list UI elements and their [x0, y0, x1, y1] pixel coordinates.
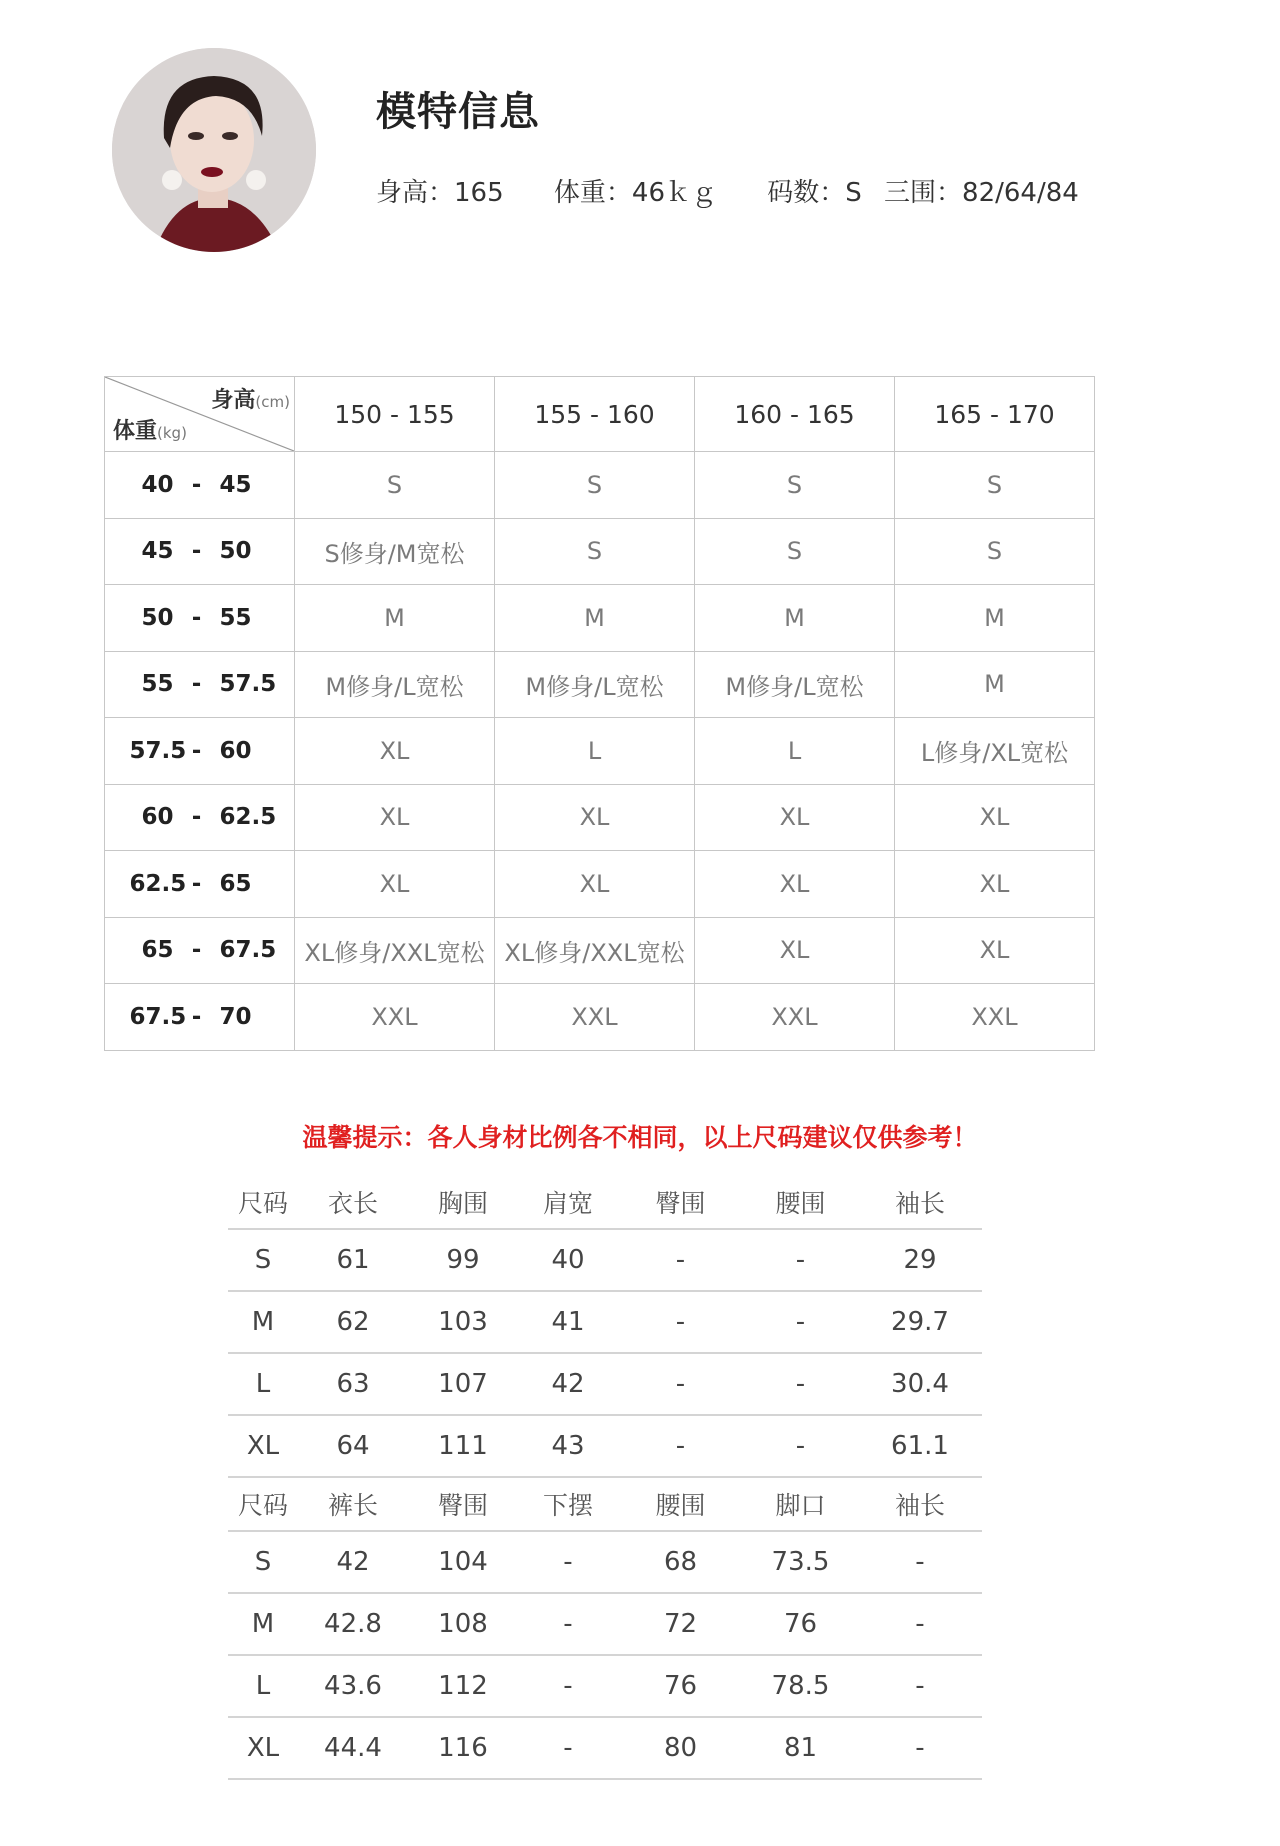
measure-cell: 107	[408, 1353, 518, 1415]
size-cell: XL	[695, 851, 895, 918]
size-cell: L	[495, 718, 695, 785]
model-height: 身高：165	[376, 178, 504, 208]
size-cell: XXL	[295, 984, 495, 1051]
measure-header-cell: 裤长	[298, 1477, 408, 1531]
size-cell: S	[895, 518, 1095, 585]
measure-cell: 99	[408, 1229, 518, 1291]
measure-cell: 78.5	[743, 1655, 858, 1717]
measure-header-cell: 臀围	[618, 1176, 743, 1229]
measure-header-cell: 袖长	[858, 1477, 982, 1531]
model-weight: 体重：46ｋｇ	[553, 178, 717, 208]
size-cell: XXL	[895, 984, 1095, 1051]
size-cell: XL	[495, 851, 695, 918]
measure-cell: 63	[298, 1353, 408, 1415]
measure-cell: 111	[408, 1415, 518, 1477]
measure-row	[228, 1717, 982, 1779]
size-cell: XL	[695, 917, 895, 984]
grid-row	[105, 851, 1095, 918]
measure-cell: 80	[618, 1717, 743, 1779]
grid-row	[105, 585, 1095, 652]
size-cell: S	[895, 452, 1095, 519]
height-range-header: 150 - 155	[295, 377, 495, 452]
weight-range-cell: 60 - 62.5	[105, 784, 295, 851]
weight-range-cell: 50 - 55	[105, 585, 295, 652]
measure-cell: 62	[298, 1291, 408, 1353]
measure-header-cell: 脚口	[743, 1477, 858, 1531]
measure-cell: 81	[743, 1717, 858, 1779]
size-cell: XL	[895, 917, 1095, 984]
measure-header-row	[228, 1176, 982, 1229]
measure-cell: -	[618, 1353, 743, 1415]
size-cell: L	[695, 718, 895, 785]
measure-header-cell: 尺码	[228, 1477, 298, 1531]
weight-range-cell: 57.5 - 60	[105, 718, 295, 785]
measure-row	[228, 1353, 982, 1415]
measure-row	[228, 1415, 982, 1477]
size-cell: M	[895, 585, 1095, 652]
grid-row	[105, 784, 1095, 851]
measure-cell: 42.8	[298, 1593, 408, 1655]
measure-cell: -	[858, 1531, 982, 1593]
grid-body	[105, 452, 1095, 1051]
measure-cell: M	[228, 1593, 298, 1655]
measure-cell: 44.4	[298, 1717, 408, 1779]
measure-cell: S	[228, 1531, 298, 1593]
size-cell: S	[695, 452, 895, 519]
measure-cell: -	[743, 1353, 858, 1415]
weight-range-cell: 65 - 67.5	[105, 917, 295, 984]
measure-header-cell: 下摆	[518, 1477, 618, 1531]
size-cell: M	[695, 585, 895, 652]
measure-cell: -	[618, 1229, 743, 1291]
measure-row	[228, 1531, 982, 1593]
measure-cell: 61	[298, 1229, 408, 1291]
size-cell: XL修身/XXL宽松	[295, 917, 495, 984]
measure-cell: -	[518, 1593, 618, 1655]
measure-cell: -	[858, 1593, 982, 1655]
measure-cell: -	[518, 1655, 618, 1717]
measure-cell: 30.4	[858, 1353, 982, 1415]
height-range-header: 160 - 165	[695, 377, 895, 452]
size-cell: XL	[295, 718, 495, 785]
grid-row	[105, 984, 1095, 1051]
measure-header-cell: 尺码	[228, 1176, 298, 1229]
size-cell: XL	[895, 784, 1095, 851]
size-cell: XL	[895, 851, 1095, 918]
measure-cell: 64	[298, 1415, 408, 1477]
height-range-header: 155 - 160	[495, 377, 695, 452]
measure-cell: 76	[618, 1655, 743, 1717]
height-range-header: 165 - 170	[895, 377, 1095, 452]
grid-row	[105, 452, 1095, 519]
measure-header-cell: 肩宽	[518, 1176, 618, 1229]
measure-cell: 116	[408, 1717, 518, 1779]
size-cell: S修身/M宽松	[295, 518, 495, 585]
measure-cell: 42	[518, 1353, 618, 1415]
measure-cell: 103	[408, 1291, 518, 1353]
measure-cell: 73.5	[743, 1531, 858, 1593]
measure-cell: -	[858, 1717, 982, 1779]
grid-row	[105, 651, 1095, 718]
measure-cell: 68	[618, 1531, 743, 1593]
size-cell: M	[895, 651, 1095, 718]
measure-cell: -	[858, 1655, 982, 1717]
grid-header-row	[105, 377, 1095, 452]
model-size: 码数：S	[767, 178, 862, 208]
measure-cell: M	[228, 1291, 298, 1353]
size-cell: M修身/L宽松	[695, 651, 895, 718]
measure-cell: XL	[228, 1717, 298, 1779]
measure-cell: -	[743, 1291, 858, 1353]
measure-cell: -	[518, 1531, 618, 1593]
size-cell: S	[695, 518, 895, 585]
size-cell: M修身/L宽松	[295, 651, 495, 718]
weight-range-cell: 62.5 - 65	[105, 851, 295, 918]
measure-cell: 40	[518, 1229, 618, 1291]
measure-cell: 108	[408, 1593, 518, 1655]
weight-range-cell: 67.5 - 70	[105, 984, 295, 1051]
size-cell: S	[295, 452, 495, 519]
measure-cell: 29	[858, 1229, 982, 1291]
model-portrait-image	[112, 48, 316, 252]
measure-header-cell: 腰围	[743, 1176, 858, 1229]
measure-cell: 61.1	[858, 1415, 982, 1477]
weight-range-cell: 55 - 57.5	[105, 651, 295, 718]
height-axis-label: 身高(cm)	[211, 388, 290, 413]
grid-corner-cell	[105, 377, 295, 452]
size-cell: XL	[295, 851, 495, 918]
measure-row	[228, 1593, 982, 1655]
measurement-body	[228, 1176, 982, 1779]
model-info-title: 模特信息	[376, 89, 540, 135]
measure-header-cell: 臀围	[408, 1477, 518, 1531]
measure-header-cell: 衣长	[298, 1176, 408, 1229]
measure-header-cell: 袖长	[858, 1176, 982, 1229]
weight-axis-label: 体重(kg)	[113, 419, 187, 444]
size-cell: XXL	[695, 984, 895, 1051]
size-cell: M	[295, 585, 495, 652]
size-cell: XL	[295, 784, 495, 851]
weight-range-cell: 45 - 50	[105, 518, 295, 585]
measure-cell: 29.7	[858, 1291, 982, 1353]
measure-cell: 76	[743, 1593, 858, 1655]
measure-cell: 112	[408, 1655, 518, 1717]
measure-cell: 72	[618, 1593, 743, 1655]
measure-cell: -	[618, 1415, 743, 1477]
measure-cell: -	[743, 1229, 858, 1291]
size-cell: L修身/XL宽松	[895, 718, 1095, 785]
measure-header-cell: 胸围	[408, 1176, 518, 1229]
measurement-table	[228, 1176, 982, 1780]
weight-range-cell: 40 - 45	[105, 452, 295, 519]
measure-cell: -	[518, 1717, 618, 1779]
size-cell: S	[495, 518, 695, 585]
measure-cell: -	[618, 1291, 743, 1353]
model-avatar	[112, 48, 316, 252]
model-measurements: 三围：82/64/84	[884, 178, 1079, 208]
measure-cell: XL	[228, 1415, 298, 1477]
size-cell: XL	[495, 784, 695, 851]
measure-row	[228, 1291, 982, 1353]
measure-cell: S	[228, 1229, 298, 1291]
measure-header-row	[228, 1477, 982, 1531]
size-recommendation-table	[104, 376, 1095, 1051]
size-tip: 温馨提示：各人身材比例各不相同，以上尺码建议仅供参考！	[302, 1123, 978, 1152]
measure-row	[228, 1655, 982, 1717]
measure-cell: -	[743, 1415, 858, 1477]
grid-row	[105, 718, 1095, 785]
measure-cell: 42	[298, 1531, 408, 1593]
size-cell: XL	[695, 784, 895, 851]
model-stats	[376, 172, 1121, 209]
measure-cell: 41	[518, 1291, 618, 1353]
measure-header-cell: 腰围	[618, 1477, 743, 1531]
size-cell: M修身/L宽松	[495, 651, 695, 718]
measure-cell: L	[228, 1353, 298, 1415]
measure-row	[228, 1229, 982, 1291]
size-cell: S	[495, 452, 695, 519]
measure-cell: 104	[408, 1531, 518, 1593]
grid-row	[105, 518, 1095, 585]
measure-cell: 43.6	[298, 1655, 408, 1717]
size-cell: XL修身/XXL宽松	[495, 917, 695, 984]
grid-row	[105, 917, 1095, 984]
size-cell: XXL	[495, 984, 695, 1051]
size-cell: M	[495, 585, 695, 652]
measure-cell: L	[228, 1655, 298, 1717]
measure-cell: 43	[518, 1415, 618, 1477]
